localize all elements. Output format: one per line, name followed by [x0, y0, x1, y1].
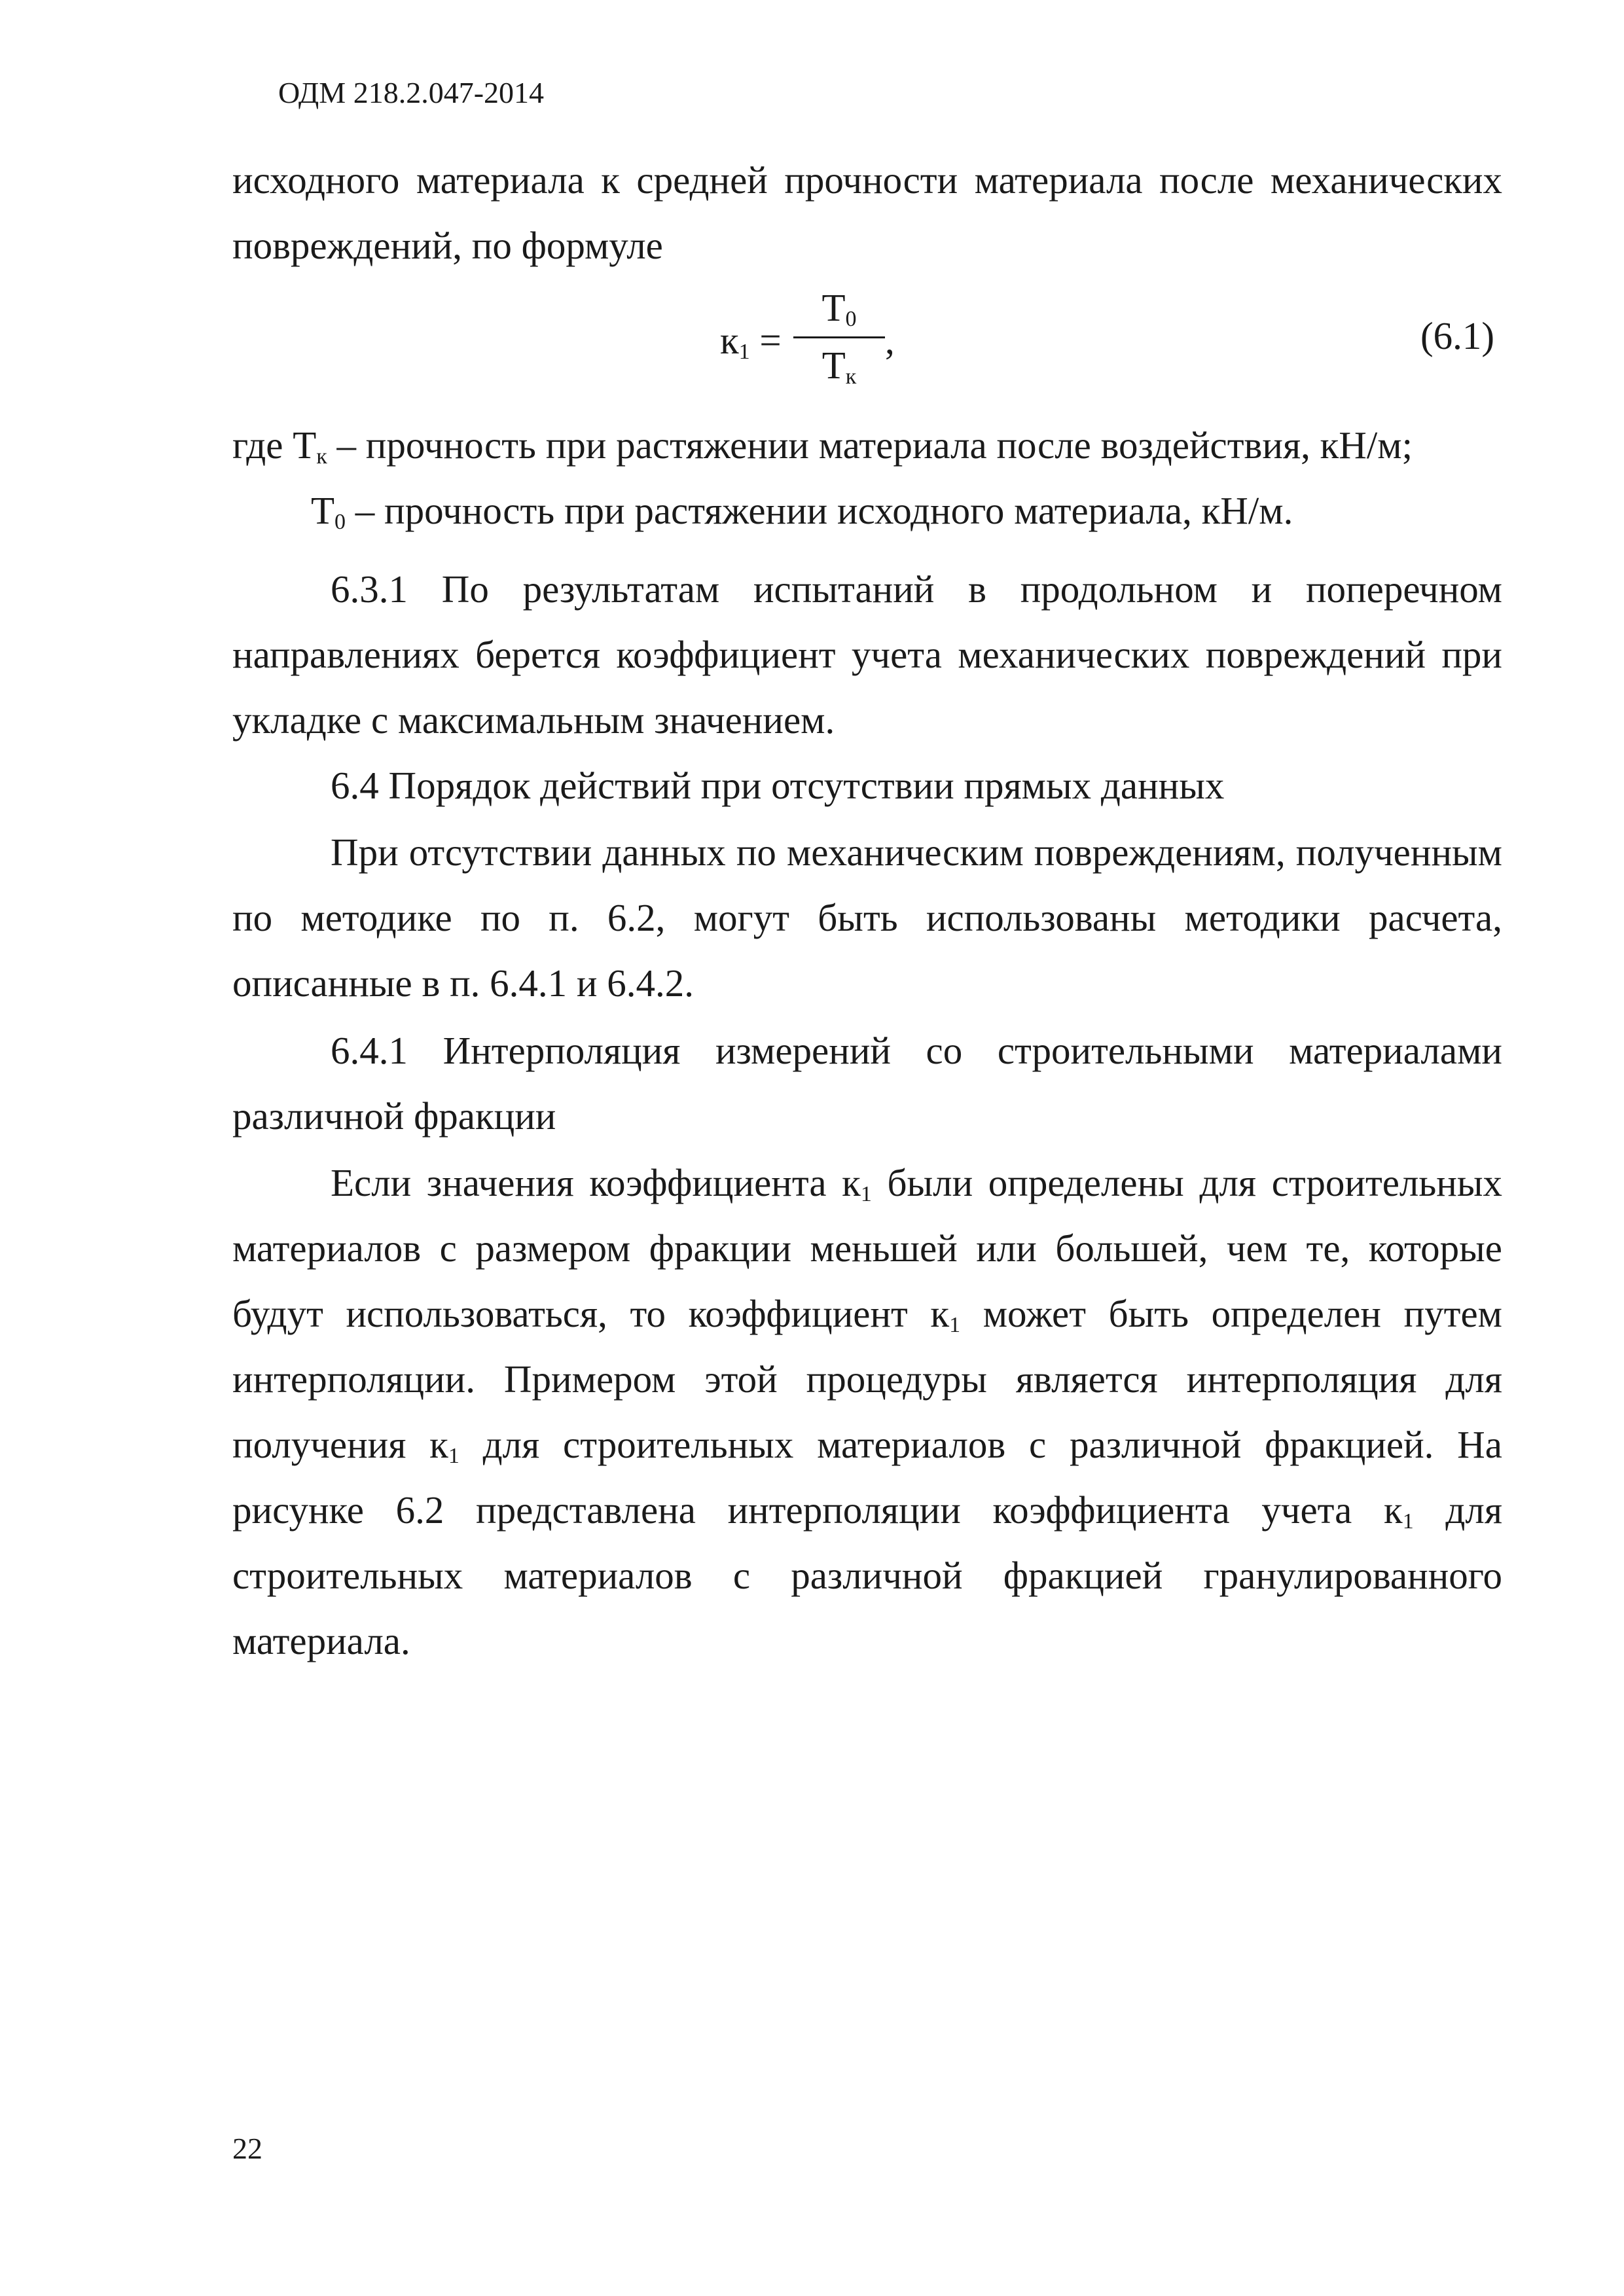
text-line: повреждений, по формуле [232, 224, 663, 267]
text-line: исходного материала к средней прочности материала после механических [232, 158, 1502, 202]
text-line [232, 1477, 1502, 1543]
subscript: 1 [448, 1444, 460, 1468]
formula-lhs [720, 319, 782, 364]
text-span: будут использоваться, то коэффициент к [232, 1292, 950, 1335]
where-definition-tk [232, 412, 1502, 478]
subscript: 1 [1402, 1509, 1414, 1534]
text-span: для [1413, 1488, 1502, 1532]
where-text: – прочность при растяжении материала после воздействия, кН/м; [327, 423, 1413, 467]
formula-denominator [793, 344, 885, 389]
text-line: направлениях берется коэффициент учета механических повреждений при [232, 633, 1502, 676]
text-span: получения к [232, 1423, 448, 1466]
formula-comma: , [885, 319, 895, 362]
text-span: были определены для строительных [871, 1161, 1502, 1204]
numerator-symbol: Т [821, 286, 846, 329]
subscript: 1 [860, 1182, 872, 1206]
where-subscript: 0 [334, 510, 346, 534]
text-span: рисунке 6.2 представлена интерполяции коэффициента учета к [232, 1488, 1403, 1532]
text-span: для строительных материалов с различной фракцией. На [459, 1423, 1502, 1466]
document-code-header: ОДМ 218.2.047-2014 [278, 76, 545, 109]
formula-lhs-symbol: к [720, 319, 739, 362]
formula-lhs-subscript: 1 [738, 340, 750, 364]
text-line: 6.3.1 По результатам испытаний в продольном и поперечном [331, 567, 1502, 611]
text-line: строительных материалов с различной фракцией гранулированного [232, 1554, 1502, 1597]
text-line: материалов с размером фракции меньшей или большей, чем те, которые [232, 1227, 1502, 1270]
where-prefix: Т [311, 489, 335, 532]
where-subscript: к [316, 444, 327, 469]
text-span: может быть определен путем [960, 1292, 1502, 1335]
where-definition-t0 [311, 478, 1502, 543]
text-line [232, 1412, 1502, 1477]
text-line: укладке с максимальным значением. [232, 698, 835, 742]
text-line: описанные в п. 6.4.1 и 6.4.2. [232, 961, 694, 1005]
page-number: 22 [232, 2132, 262, 2165]
numerator-subscript: 0 [845, 307, 857, 331]
fraction-bar [793, 336, 885, 338]
denominator-subscript: к [845, 365, 857, 389]
section-heading-6-4-1: 6.4.1 Интерполяция измерений со строительными материалами [331, 1029, 1502, 1072]
text-line: материала. [232, 1619, 410, 1662]
text-line [232, 1281, 1502, 1346]
formula-equals: = [759, 319, 782, 362]
text-span: Если значения коэффициента к [331, 1161, 861, 1204]
section-heading-6-4-1-cont: различной фракции [232, 1094, 556, 1138]
text-line [331, 1150, 1502, 1215]
equation-number: (6.1) [1420, 314, 1495, 357]
formula-numerator [793, 286, 885, 331]
formula-6-1 [720, 249, 895, 393]
where-text: – прочность при растяжении исходного материала, кН/м. [346, 489, 1293, 532]
section-heading-6-4: 6.4 Порядок действий при отсутствии прямых данных [331, 764, 1225, 807]
text-line: интерполяции. Примером этой процедуры является интерполяция для [232, 1357, 1502, 1401]
subscript: 1 [949, 1313, 961, 1337]
where-prefix: где Т [232, 423, 317, 467]
text-line: по методике по п. 6.2, могут быть использованы методики расчета, [232, 896, 1502, 939]
denominator-symbol: Т [821, 344, 846, 387]
text-line: При отсутствии данных по механическим повреждениям, полученным [331, 831, 1502, 874]
